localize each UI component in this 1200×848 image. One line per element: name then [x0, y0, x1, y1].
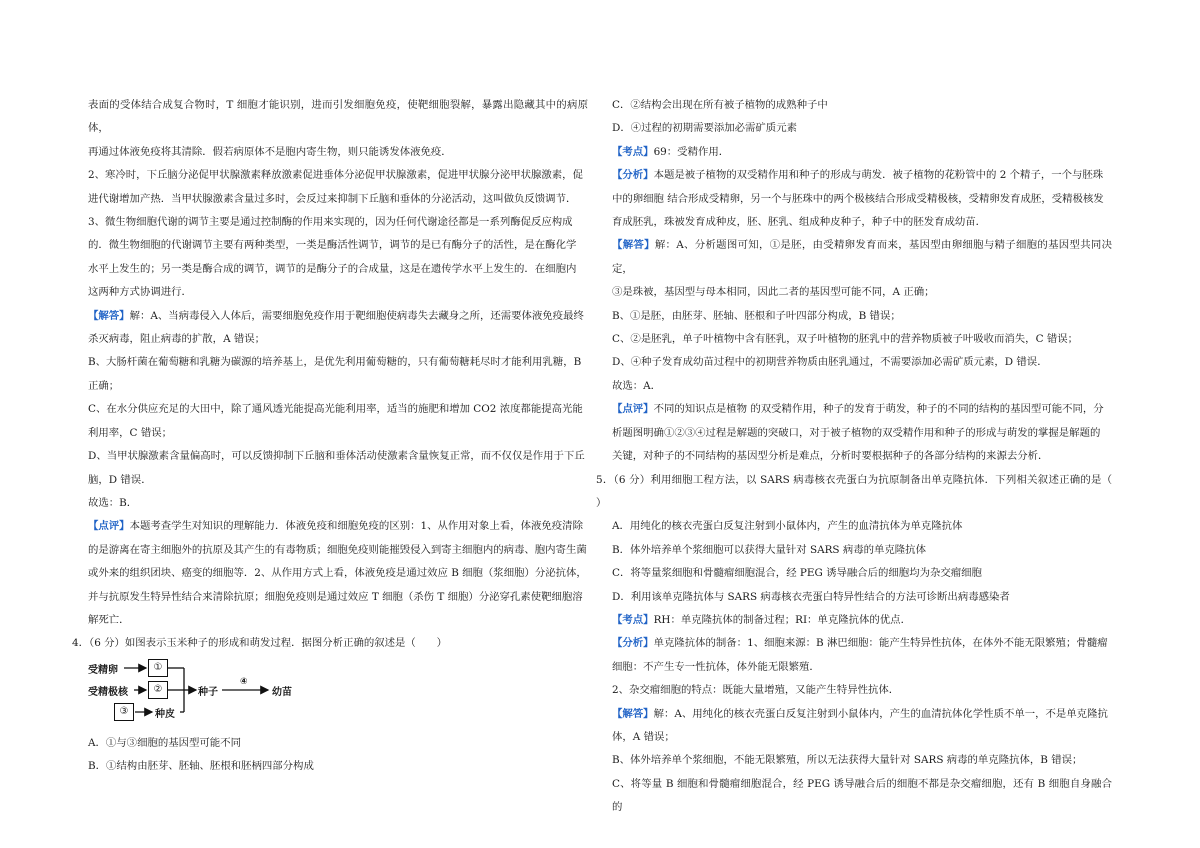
option-b: B．体外培养单个浆细胞可以获得大量针对 SARS 病毒的单克隆抗体 — [612, 543, 926, 556]
text-line: B、①是胚，由胚芽、胚轴、胚根和子叶四部分构成，B 错误； — [612, 309, 901, 322]
jieda-paragraph — [612, 703, 1112, 726]
box-1: ① — [148, 659, 168, 677]
text-line: 进代谢增加产热．当甲状腺激素含量过多时，会反过来抑制下丘脑和垂体的分泌活动，这叫做负反馈调节． — [88, 192, 577, 205]
text-line: 表面的受体结合成复合物时，T 细胞才能识别，进而引发细胞免疫，使靶细胞裂解，暴露出隐藏其中的病原体， — [88, 99, 588, 135]
option-d: D．利用该单克隆抗体与 SARS 病毒核衣壳蛋白特异性结合的方法可诊断出病毒感染者 — [612, 590, 1010, 603]
text-line: 中的卵细胞 结合形成受精卵，另一个与胚珠中的两个极核结合形成受精极核，受精卵发育成胚，受精极核发 — [612, 192, 1104, 205]
comment-paragraph — [88, 515, 588, 538]
text-line: 故选：B． — [88, 496, 138, 509]
text-line: 解死亡． — [88, 613, 130, 626]
text-line: 解：A、当病毒侵入人体后，需要细胞免疫作用于靶细胞使病毒失去藏身之所，还需要体液免疫最终 — [129, 309, 584, 322]
text-line: 故选：A． — [612, 379, 662, 392]
label-seed: 种子 — [198, 686, 218, 698]
text-line: 细胞：不产生专一性抗体，体外能无限繁殖． — [612, 660, 820, 673]
label-seedling: 幼苗 — [272, 686, 292, 698]
text-line: 本题考查学生对知识的理解能力．体液免疫和细胞免疫的区别：1、从作用对象上看，体液免疫清除 — [129, 520, 583, 533]
text-line: 关键，对种子的不同结构的基因型分析是难点，分析时要根据种子的各部分结构的来源去分析． — [612, 450, 1049, 463]
label-seed-coat: 种皮 — [155, 708, 175, 720]
kaodian-tag: 【考点】 — [612, 613, 654, 626]
fenxi-paragraph — [612, 632, 1112, 655]
answer-tag: 【解答】 — [88, 309, 130, 322]
pingping-tag: 【点评】 — [612, 403, 654, 416]
fenxi-tag: 【分析】 — [612, 169, 654, 182]
pingping-paragraph — [612, 398, 1112, 421]
label-step-4: ④ — [240, 676, 248, 687]
option-c: C．②结构会出现在所有被子植物的成熟种子中 — [612, 99, 828, 111]
text-line: D、④种子发育成幼苗过程中的初期营养物质由胚乳通过，不需要添加必需矿质元素，D 错误． — [612, 356, 1048, 369]
kaodian-paragraph — [612, 141, 1112, 164]
answer-paragraph — [88, 305, 588, 328]
text-line: 析题图明确①②③④过程是解题的突破口，对于被子植物的双受精作用和种子的形成与萌发的掌握是解题的 — [612, 426, 1101, 439]
box-2: ② — [148, 681, 168, 699]
text-line: 单克隆抗体的制备：1、细胞来源：B 淋巴细胞：能产生特异性抗体，在体外不能无限繁殖；骨髓瘤 — [653, 637, 1108, 650]
question-4-stem: 4．（6 分）如图表示玉米种子的形成和萌发过程．据图分析正确的叙述是（ ） — [72, 637, 447, 650]
text-line: 这两种方式协调进行． — [88, 286, 192, 299]
option-a: A．①与③细胞的基因型可能不同 — [88, 736, 241, 749]
text-line: B、大肠杆菌在葡萄糖和乳糖为碳源的培养基上，是优先利用葡萄糖的，只有葡萄糖耗尽时才能利用乳糖，B — [88, 356, 582, 369]
text-line: 脑，D 错误． — [88, 473, 152, 486]
text-line: 解：A、分析题图可知，①是胚，由受精卵发育而来，基因型由卵细胞与精子细胞的基因型共同决定， — [612, 239, 1113, 275]
question-5-stem: 5．（6 分）利用细胞工程方法，以 SARS 病毒核衣壳蛋白为抗原制备出单克隆抗体．下列相关叙述正确的是（ ） — [596, 473, 1133, 509]
option-c: C．将等量浆细胞和骨髓瘤细胞混合，经 PEG 诱导融合后的细胞均为杂交瘤细胞 — [612, 567, 982, 580]
text-line: 2、杂交瘤细胞的特点：既能大量增殖，又能产生特异性抗体． — [612, 684, 900, 697]
kaodian-tag: 【考点】 — [612, 145, 654, 158]
text-line: 不同的知识点是植物 的双受精作用，种子的发育于萌发，种子的不同的结构的基因型可能不同，分 — [653, 403, 1104, 416]
option-a: A．用纯化的核衣壳蛋白反复注射到小鼠体内，产生的血清抗体为单克隆抗体 — [612, 520, 963, 533]
option-b: B．①结构由胚芽、胚轴、胚根和胚柄四部分构成 — [88, 760, 314, 773]
text-line: 2、寒冷时，下丘脑分泌促甲状腺激素释放激素促进垂体分泌促甲状腺激素，促进甲状腺分泌甲状腺激素，促 — [88, 169, 583, 182]
text-line: C、将等量 B 细胞和骨髓瘤细胞混合，经 PEG 诱导融合后的细胞不都是杂交瘤细胞，还有 B 细胞自身融合的 — [612, 777, 1112, 814]
left-column — [72, 94, 588, 779]
seed-formation-diagram — [88, 658, 338, 726]
box-3: ③ — [114, 703, 134, 721]
label-fertilized-egg: 受精卵 — [88, 664, 118, 676]
text-line: D、当甲状腺激素含量偏高时，可以反馈抑制下丘脑和垂体活动使激素含量恢复正常，而不仅仅是作用于下丘 — [88, 450, 585, 463]
text-line: B、体外培养单个浆细胞，不能无限繁殖，所以无法获得大量针对 SARS 病毒的单克隆抗体，B 错误； — [612, 754, 1083, 767]
fenxi-paragraph — [612, 164, 1112, 187]
text-line: C、②是胚乳，单子叶植物中含有胚乳，双子叶植物的胚乳中的营养物质被子叶吸收而消失，C 错误； — [612, 333, 1078, 346]
text-line: 的．微生物细胞的代谢调节主要有两种类型，一类是酶活性调节，调节的是已有酶分子的活性，是在酶化学 — [88, 239, 577, 252]
text-line: RH：单克隆抗体的制备过程；RI：单克隆抗体的优点． — [653, 613, 911, 626]
label-fertilized-polar-nucleus: 受精极核 — [88, 686, 128, 698]
option-d: D．④过程的初期需要添加必需矿质元素 — [612, 122, 797, 135]
text-line: 体，A 错误； — [612, 730, 675, 743]
text-line: 水平上发生的；另一类是酶合成的调节，调节的是酶分子的合成量，这是在遗传学水平上发生的．在细胞内 — [88, 262, 577, 275]
text-line: ③是珠被，基因型与母本相同，因此二者的基因型可能不同，A 正确； — [612, 286, 935, 299]
kaodian-paragraph — [612, 609, 1112, 632]
text-line: 69：受精作用． — [653, 145, 730, 158]
text-line: 正确； — [88, 379, 120, 392]
jieda-tag: 【解答】 — [612, 239, 655, 252]
text-line: 杀灭病毒，阻止病毒的扩散，A 错误； — [88, 333, 266, 346]
text-line: 3、微生物细胞代谢的调节主要是通过控制酶的作用来实现的，因为任何代谢途径都是一系列酶促反应构成 — [88, 216, 573, 229]
comment-tag: 【点评】 — [88, 520, 130, 533]
text-line: 解：A、用纯化的核衣壳蛋白反复注射到小鼠体内，产生的血清抗体化学性质不单一，不是单克隆抗 — [653, 707, 1108, 720]
text-line: 利用率，C 错误； — [88, 426, 172, 439]
text-line: C、在水分供应充足的大田中，除了通风透光能提高光能利用率，适当的施肥和增加 CO2 浓度都能提高光能 — [88, 403, 583, 416]
text-line: 并与抗原发生特异性结合来清除抗原；细胞免疫则是通过效应 T 细胞（杀伤 T 细胞）分泌穿孔素使靶细胞溶 — [88, 590, 583, 603]
text-line: 本题是被子植物的双受精作用和种子的形成与萌发．被子植物的花粉管中的 2 个精子，一个与胚珠 — [653, 169, 1104, 182]
jieda-paragraph — [612, 234, 1112, 281]
text-line: 育成胚乳，珠被发育成种皮，胚、胚乳、组成种皮种子，种子中的胚发育成幼苗． — [612, 216, 987, 229]
fenxi-tag: 【分析】 — [612, 637, 654, 650]
jieda-tag: 【解答】 — [612, 707, 654, 720]
right-column — [596, 94, 1133, 820]
text-line: 的是游离在寄主细胞外的抗原及其产生的有毒物质；细胞免疫则能摧毁侵入到寄主细胞内的病毒、胞内寄生菌 — [88, 543, 587, 556]
text-line: 或外来的组织团块、癌变的细胞等．2、从作用方式上看，体液免疫是通过效应 B 细胞（浆细胞）分泌抗体， — [88, 567, 587, 580]
text-line: 再通过体液免疫将其清除．假若病原体不是胞内寄生物，则只能诱发体液免疫． — [88, 145, 452, 158]
